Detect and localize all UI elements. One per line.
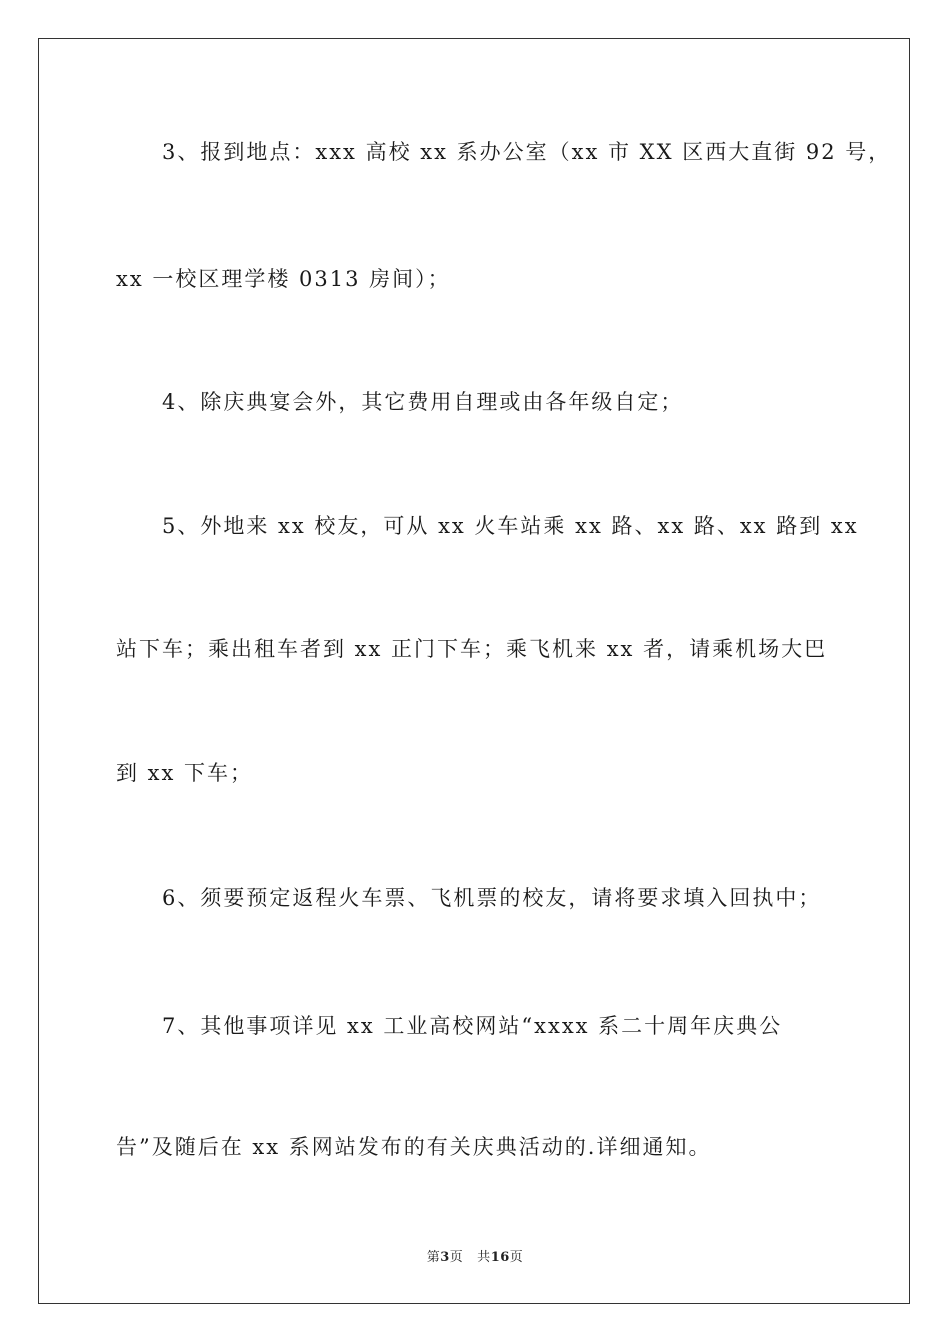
page-border — [38, 38, 910, 1304]
footer-total-suffix: 页 — [509, 1250, 524, 1265]
paragraph-line-item-5-cont-1: 站下车；乘出租车者到 xx 正门下车；乘飞机来 xx 者，请乘机场大巴 — [116, 637, 828, 661]
paragraph-line-item-5-cont-2: 到 xx 下车； — [116, 761, 254, 785]
paragraph-line-item-3: 3、报到地点：xxx 高校 xx 系办公室（xx 市 XX 区西大直街 92 号， — [162, 140, 892, 164]
footer-total-prefix: 共 — [477, 1250, 491, 1265]
footer-total-pages: 16 — [490, 1250, 510, 1265]
paragraph-line-item-6: 6、须要预定返程火车票、飞机票的校友，请将要求填入回执中； — [162, 886, 822, 910]
footer-page-prefix: 第 — [426, 1250, 441, 1265]
paragraph-line-item-4: 4、除庆典宴会外，其它费用自理或由各年级自定； — [162, 390, 684, 414]
footer-page-suffix: 页 — [449, 1250, 464, 1265]
paragraph-line-item-7: 7、其他事项详见 xx 工业高校网站“xxxx 系二十周年庆典公 — [162, 1014, 783, 1038]
footer-page-number: 3 — [440, 1250, 450, 1265]
paragraph-line-item-7-cont: 告”及随后在 xx 系网站发布的有关庆典活动的.详细通知。 — [116, 1135, 712, 1159]
page-footer — [0, 1246, 950, 1265]
paragraph-line-item-5: 5、外地来 xx 校友，可从 xx 火车站乘 xx 路、xx 路、xx 路到 xx — [162, 514, 859, 538]
paragraph-line-item-3-cont: xx 一校区理学楼 0313 房间）； — [116, 267, 451, 291]
